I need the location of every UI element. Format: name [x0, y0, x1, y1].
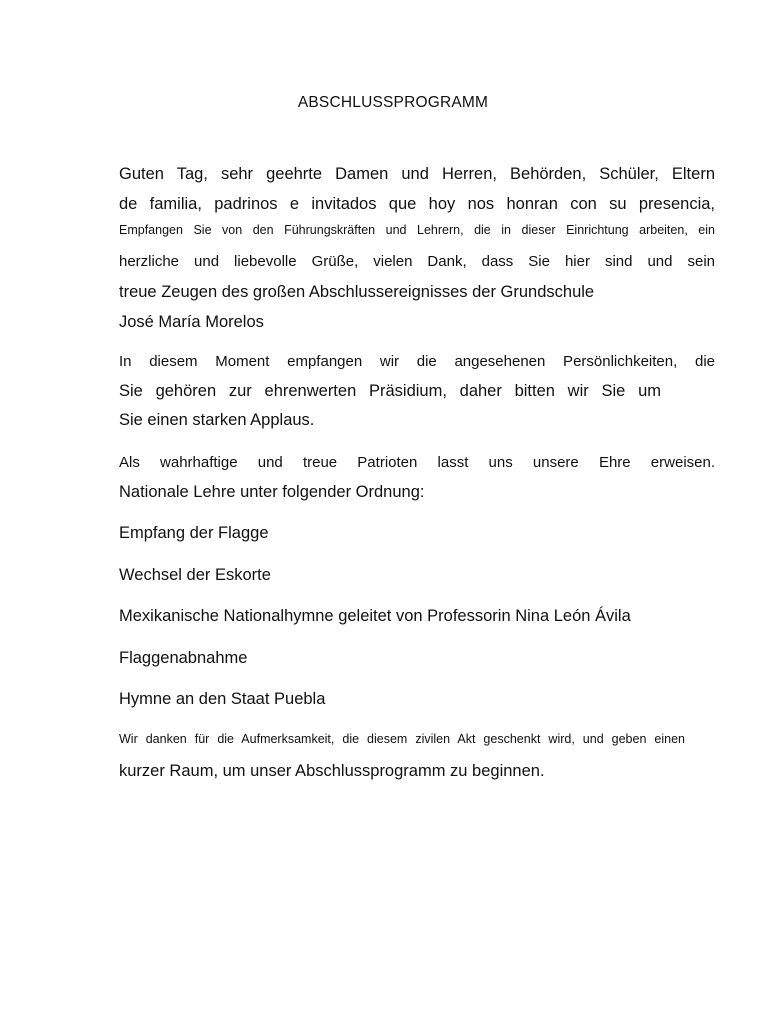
list-item: Wechsel der Eskorte — [119, 566, 271, 584]
text-line: kurzer Raum, um unser Abschlussprogramm zu beginnen. — [119, 762, 545, 780]
text-line: José María Morelos — [119, 313, 264, 331]
list-item: Hymne an den Staat Puebla — [119, 690, 326, 708]
text-line: Nationale Lehre unter folgender Ordnung: — [119, 483, 425, 501]
text-line: herzliche und liebevolle Grüße, vielen Dank, dass Sie hier sind und sein — [119, 253, 715, 270]
text-line: Sie gehören zur ehrenwerten Präsidium, daher bitten wir Sie um — [119, 382, 661, 400]
text-line: de familia, padrinos e invitados que hoy nos honran con su presencia, — [119, 195, 715, 213]
text-line: Wir danken für die Aufmerksamkeit, die diesem zivilen Akt geschenkt wird, und geben einen — [119, 732, 685, 746]
text-line: In diesem Moment empfangen wir die angesehenen Persönlichkeiten, die — [119, 353, 715, 370]
list-item: Flaggenabnahme — [119, 649, 248, 667]
text-line: treue Zeugen des großen Abschlussereignisses der Grundschule — [119, 283, 595, 301]
list-item: Empfang der Flagge — [119, 524, 269, 542]
text-line: Guten Tag, sehr geehrte Damen und Herren, Behörden, Schüler, Eltern — [119, 165, 715, 183]
text-line: Als wahrhaftige und treue Patrioten lasst uns unsere Ehre erweisen. — [119, 454, 715, 471]
list-item: Mexikanische Nationalhymne geleitet von Professorin Nina León Ávila — [119, 607, 631, 625]
text-line: Sie einen starken Applaus. — [119, 411, 315, 429]
document-title: ABSCHLUSSPROGRAMM — [297, 94, 489, 111]
text-line: Empfangen Sie von den Führungskräften und Lehrern, die in dieser Einrichtung arbeiten, ein — [119, 223, 715, 237]
